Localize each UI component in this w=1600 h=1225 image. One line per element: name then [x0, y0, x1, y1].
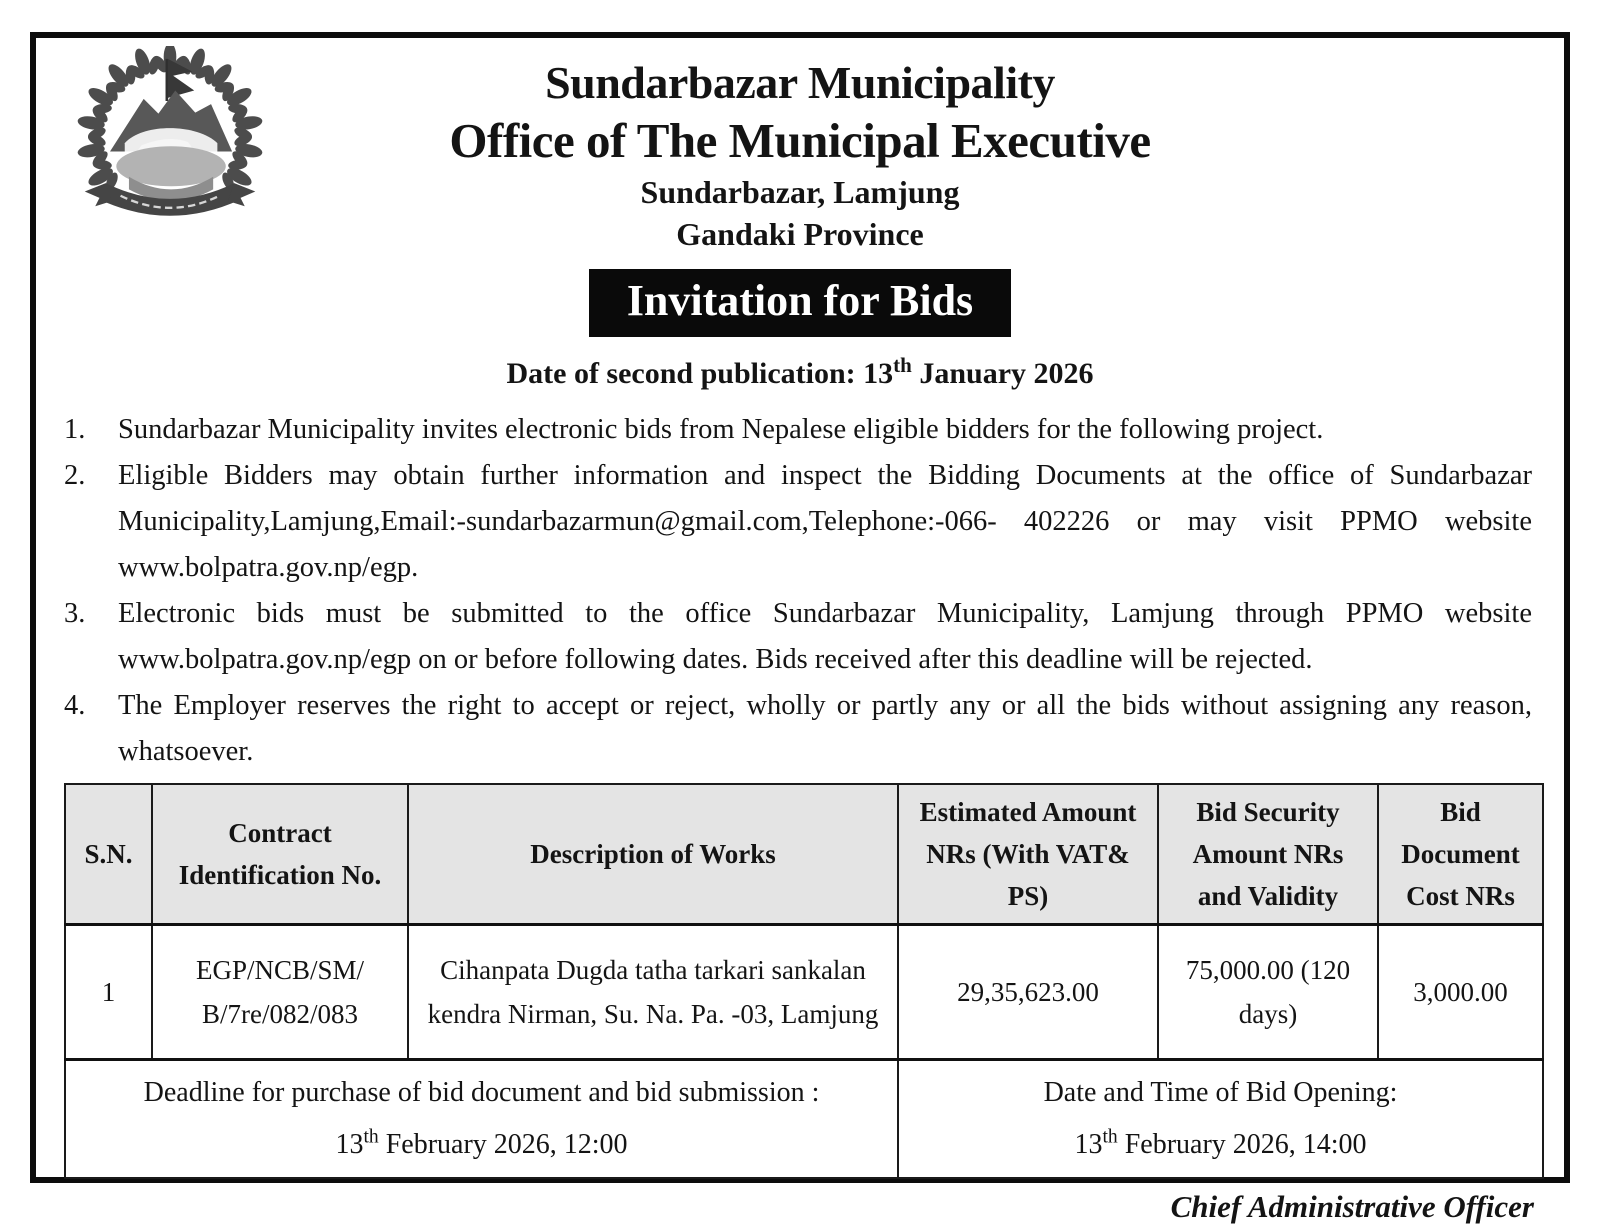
col-header-description: Description of Works	[408, 784, 898, 925]
publication-date-prefix: Date of second publication: 13	[506, 356, 894, 390]
notice-item-text: The Employer reserves the right to accept or reject, wholly or partly any or all the bids without assigning any reason, whatsoever.	[118, 689, 1532, 767]
deadline-date	[78, 1119, 885, 1171]
bid-table-row	[65, 924, 1543, 1059]
cell-description: Cihanpata Dugda tatha tarkari sankalan kendra Nirman, Su. Na. Pa. -03, Lamjung	[408, 924, 898, 1059]
deadline-date-day: 13	[335, 1128, 364, 1160]
col-header-contract-id: Contract Identification No.	[152, 784, 408, 925]
deadline-cell	[65, 1059, 898, 1178]
notice-item-2	[64, 453, 1532, 591]
notice-list	[64, 407, 1532, 775]
office-title: Office of The Municipal Executive	[449, 112, 1151, 168]
bid-opening-cell	[898, 1059, 1543, 1178]
notice-item-text: Electronic bids must be submitted to the office Sundarbazar Municipality, Lamjung through PPMO website www.bolpatra.gov.np/egp on or before following dates. Bids received after this deadline will be rejected.	[118, 597, 1532, 675]
notice-item-text: Eligible Bidders may obtain further information and inspect the Bidding Documents at the office of Sundarbazar Municipality,Lamjung,Email:-sundarbazarmun@gmail.com,Telephone:-066- 402226 or may visit PPMO website www.bolpatra.gov.np/egp.	[118, 459, 1532, 583]
notice-item-text: Sundarbazar Municipality invites electronic bids from Nepalese eligible bidders for the following project.	[118, 413, 1324, 445]
cell-bid-doc-cost: 3,000.00	[1378, 924, 1543, 1059]
notice-item-number: 4.	[64, 689, 86, 721]
nepal-coat-of-arms-icon	[70, 46, 270, 236]
publication-date-ordinal: th	[893, 352, 912, 377]
bid-table-header-row	[65, 784, 1543, 925]
deadline-date-ordinal: th	[363, 1126, 379, 1148]
bid-opening-date-day: 13	[1074, 1128, 1103, 1160]
signature-title: Chief Administrative Officer	[1170, 1188, 1534, 1224]
bid-opening-date	[911, 1119, 1530, 1171]
notice-item-1	[64, 407, 1532, 453]
invitation-banner: Invitation for Bids	[589, 269, 1011, 337]
municipality-title: Sundarbazar Municipality	[545, 57, 1055, 108]
bid-table-footer-row	[65, 1059, 1543, 1178]
deadline-date-rest: February 2026, 12:00	[378, 1128, 628, 1160]
cell-contract-id: EGP/NCB/SM/ B/7re/082/083	[152, 924, 408, 1059]
location-line: Sundarbazar, Lamjung	[640, 174, 960, 211]
cell-sn: 1	[65, 924, 152, 1059]
cell-bid-security: 75,000.00 (120 days)	[1158, 924, 1378, 1059]
notice-frame	[30, 32, 1570, 1224]
col-header-bid-doc-cost: Bid Document Cost NRs	[1378, 784, 1543, 925]
cell-estimated-amount: 29,35,623.00	[898, 924, 1158, 1059]
notice-item-4	[64, 683, 1532, 775]
bid-opening-label: Date and Time of Bid Opening:	[1043, 1076, 1398, 1108]
notice-item-number: 3.	[64, 597, 86, 629]
province-line: Gandaki Province	[676, 215, 924, 252]
notice-item-number: 1.	[64, 413, 86, 445]
col-header-bid-security: Bid Security Amount NRs and Validity	[1158, 784, 1378, 925]
col-header-estimated-amount: Estimated Amount NRs (With VAT& PS)	[898, 784, 1158, 925]
publication-date-line	[36, 352, 1564, 391]
notice-item-number: 2.	[64, 459, 86, 491]
col-header-sn: S.N.	[65, 784, 152, 925]
bid-table	[64, 783, 1544, 1179]
notice-item-3	[64, 591, 1532, 683]
bid-opening-date-ordinal: th	[1102, 1126, 1118, 1148]
bid-opening-date-rest: February 2026, 14:00	[1117, 1128, 1367, 1160]
deadline-label: Deadline for purchase of bid document and bid submission :	[143, 1076, 820, 1108]
publication-date-suffix: January 2026	[911, 356, 1094, 390]
